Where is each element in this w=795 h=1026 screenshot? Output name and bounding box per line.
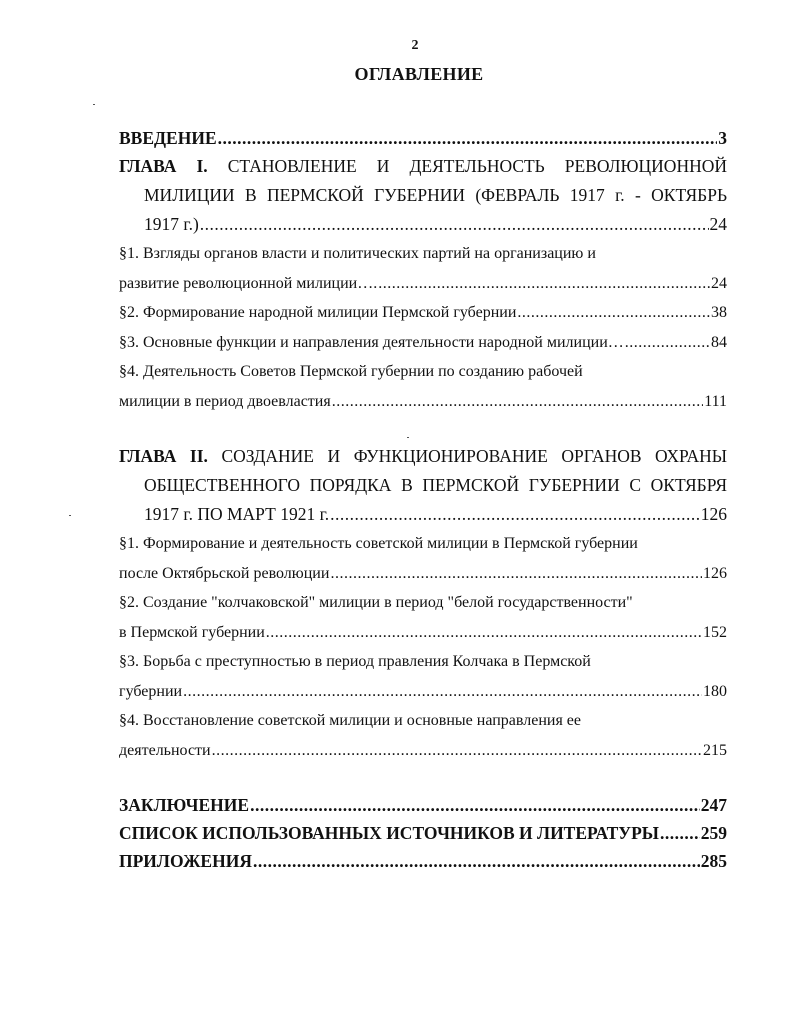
toc-entry-page: 215 [703,741,727,759]
section-title-line: §1. Взгляды органов власти и политических партий на организацию и [119,245,596,262]
section-last-line [119,736,727,766]
section-title-line: §4. Восстановление советской милиции и основные направления ее [119,712,582,729]
dot-leader [212,736,702,766]
spacer [119,416,727,442]
toc-entry-page: 247 [700,795,727,815]
toc-entry-sources[interactable] [119,819,727,847]
toc-chapter-1[interactable] [119,152,727,239]
toc-entry-page: 180 [703,682,727,700]
scan-speck [407,437,409,438]
toc-entry-intro[interactable] [119,124,727,152]
chapter-heading-line [119,442,727,471]
toc-section[interactable] [119,588,727,647]
section-last-line [119,269,727,299]
toc-entry-page: 126 [703,564,727,582]
dot-leader [253,847,700,875]
toc-section[interactable] [119,647,727,706]
section-title-line: §4. Деятельность Советов Пермской губернии по созданию рабочей [119,363,583,380]
dot-leader [250,791,700,819]
toc-entry-page: 24 [709,214,727,234]
toc-entry-page: 84 [711,333,727,351]
chapter-heading-last-line [119,210,727,239]
toc-entry-page: 111 [704,392,727,410]
toc-entry-page: 152 [703,623,727,641]
section-last-line [119,559,727,589]
chapter-heading-line [119,152,727,181]
chapter-title-part: 1917 г. ПО МАРТ 1921 г. [144,504,330,524]
section-last-line [119,387,727,417]
section-last-line [119,618,727,648]
toc-entry-label: ПРИЛОЖЕНИЯ [119,851,252,871]
section-title-line: в Пермской губернии [119,623,265,641]
toc-entry-label: СПИСОК ИСПОЛЬЗОВАННЫХ ИСТОЧНИКОВ И ЛИТЕРАТУРЫ [119,823,659,843]
chapter-prefix: ГЛАВА I. [119,156,208,176]
dot-leader [183,677,702,707]
dot-leader [378,269,710,299]
toc-section[interactable] [119,298,727,328]
toc-entry-label: ЗАКЛЮЧЕНИЕ [119,795,250,815]
dot-leader [200,210,709,239]
toc-section[interactable] [119,357,727,416]
chapter-heading-line: МИЛИЦИИ В ПЕРМСКОЙ ГУБЕРНИИ (ФЕВРАЛЬ 1917 г. - ОКТЯБРЬ [144,185,727,205]
section-title-line: после Октябрьской революции [119,564,330,582]
toc-entry-conclusion[interactable] [119,791,727,819]
spacer [119,765,727,791]
chapter-heading-last-line [119,500,727,529]
toc-entry-page: 38 [711,304,727,321]
dot-leader [660,819,700,847]
toc-entry-page: 259 [700,823,727,843]
scan-speck [69,515,71,516]
dot-leader [330,500,700,529]
toc-section[interactable] [119,328,727,358]
table-of-contents [119,124,727,875]
section-title-line: развитие революционной милиции…. [119,274,378,292]
scan-speck [93,104,95,105]
chapter-title-part: 1917 г.) [144,214,199,234]
chapter-heading-line: ОБЩЕСТВЕННОГО ПОРЯДКА В ПЕРМСКОЙ ГУБЕРНИИ С ОКТЯБРЯ [144,475,727,495]
toc-section[interactable] [119,239,727,298]
toc-entry-page: 126 [700,504,727,524]
page-title: ОГЛАВЛЕНИЕ [354,64,484,84]
section-title-line: деятельности [119,741,211,759]
section-last-line [119,677,727,707]
toc-chapter-2[interactable] [119,442,727,529]
toc-entry-page: 24 [711,274,727,292]
chapter-title-part: СОЗДАНИЕ И ФУНКЦИОНИРОВАНИЕ ОРГАНОВ ОХРАНЫ [221,446,727,466]
chapter-title-part: СТАНОВЛЕНИЕ И ДЕЯТЕЛЬНОСТЬ РЕВОЛЮЦИОННОЙ [227,156,727,176]
dot-leader [218,124,718,152]
section-title-line: §2. Формирование народной милиции Пермской губернии [119,304,517,321]
chapter-prefix: ГЛАВА II. [119,446,208,466]
section-title-line: милиции в период двоевластия [119,392,331,410]
dot-leader [332,387,703,417]
section-title-line: §2. Создание "колчаковской" милиции в период "белой государственности" [119,594,633,611]
toc-entry-page: 285 [700,851,727,871]
dot-leader [625,328,710,358]
toc-entry-label: ВВЕДЕНИЕ [119,128,217,148]
section-title-line: §3. Борьба с преступностью в период правления Колчака в Пермской [119,653,591,670]
section-title-line: §3. Основные функции и направления деятельности народной милиции… [119,333,624,351]
toc-entry-page: 3 [718,128,727,148]
toc-section[interactable] [119,529,727,588]
dot-leader [330,559,702,589]
section-title-line: §1. Формирование и деятельность советской милиции в Пермской губернии [119,535,638,552]
toc-entry-appendices[interactable] [119,847,727,875]
toc-section[interactable] [119,706,727,765]
section-title-line: губернии [119,682,183,700]
dot-leader [517,298,710,328]
page-number: 2 [411,38,419,53]
dot-leader [266,618,702,648]
